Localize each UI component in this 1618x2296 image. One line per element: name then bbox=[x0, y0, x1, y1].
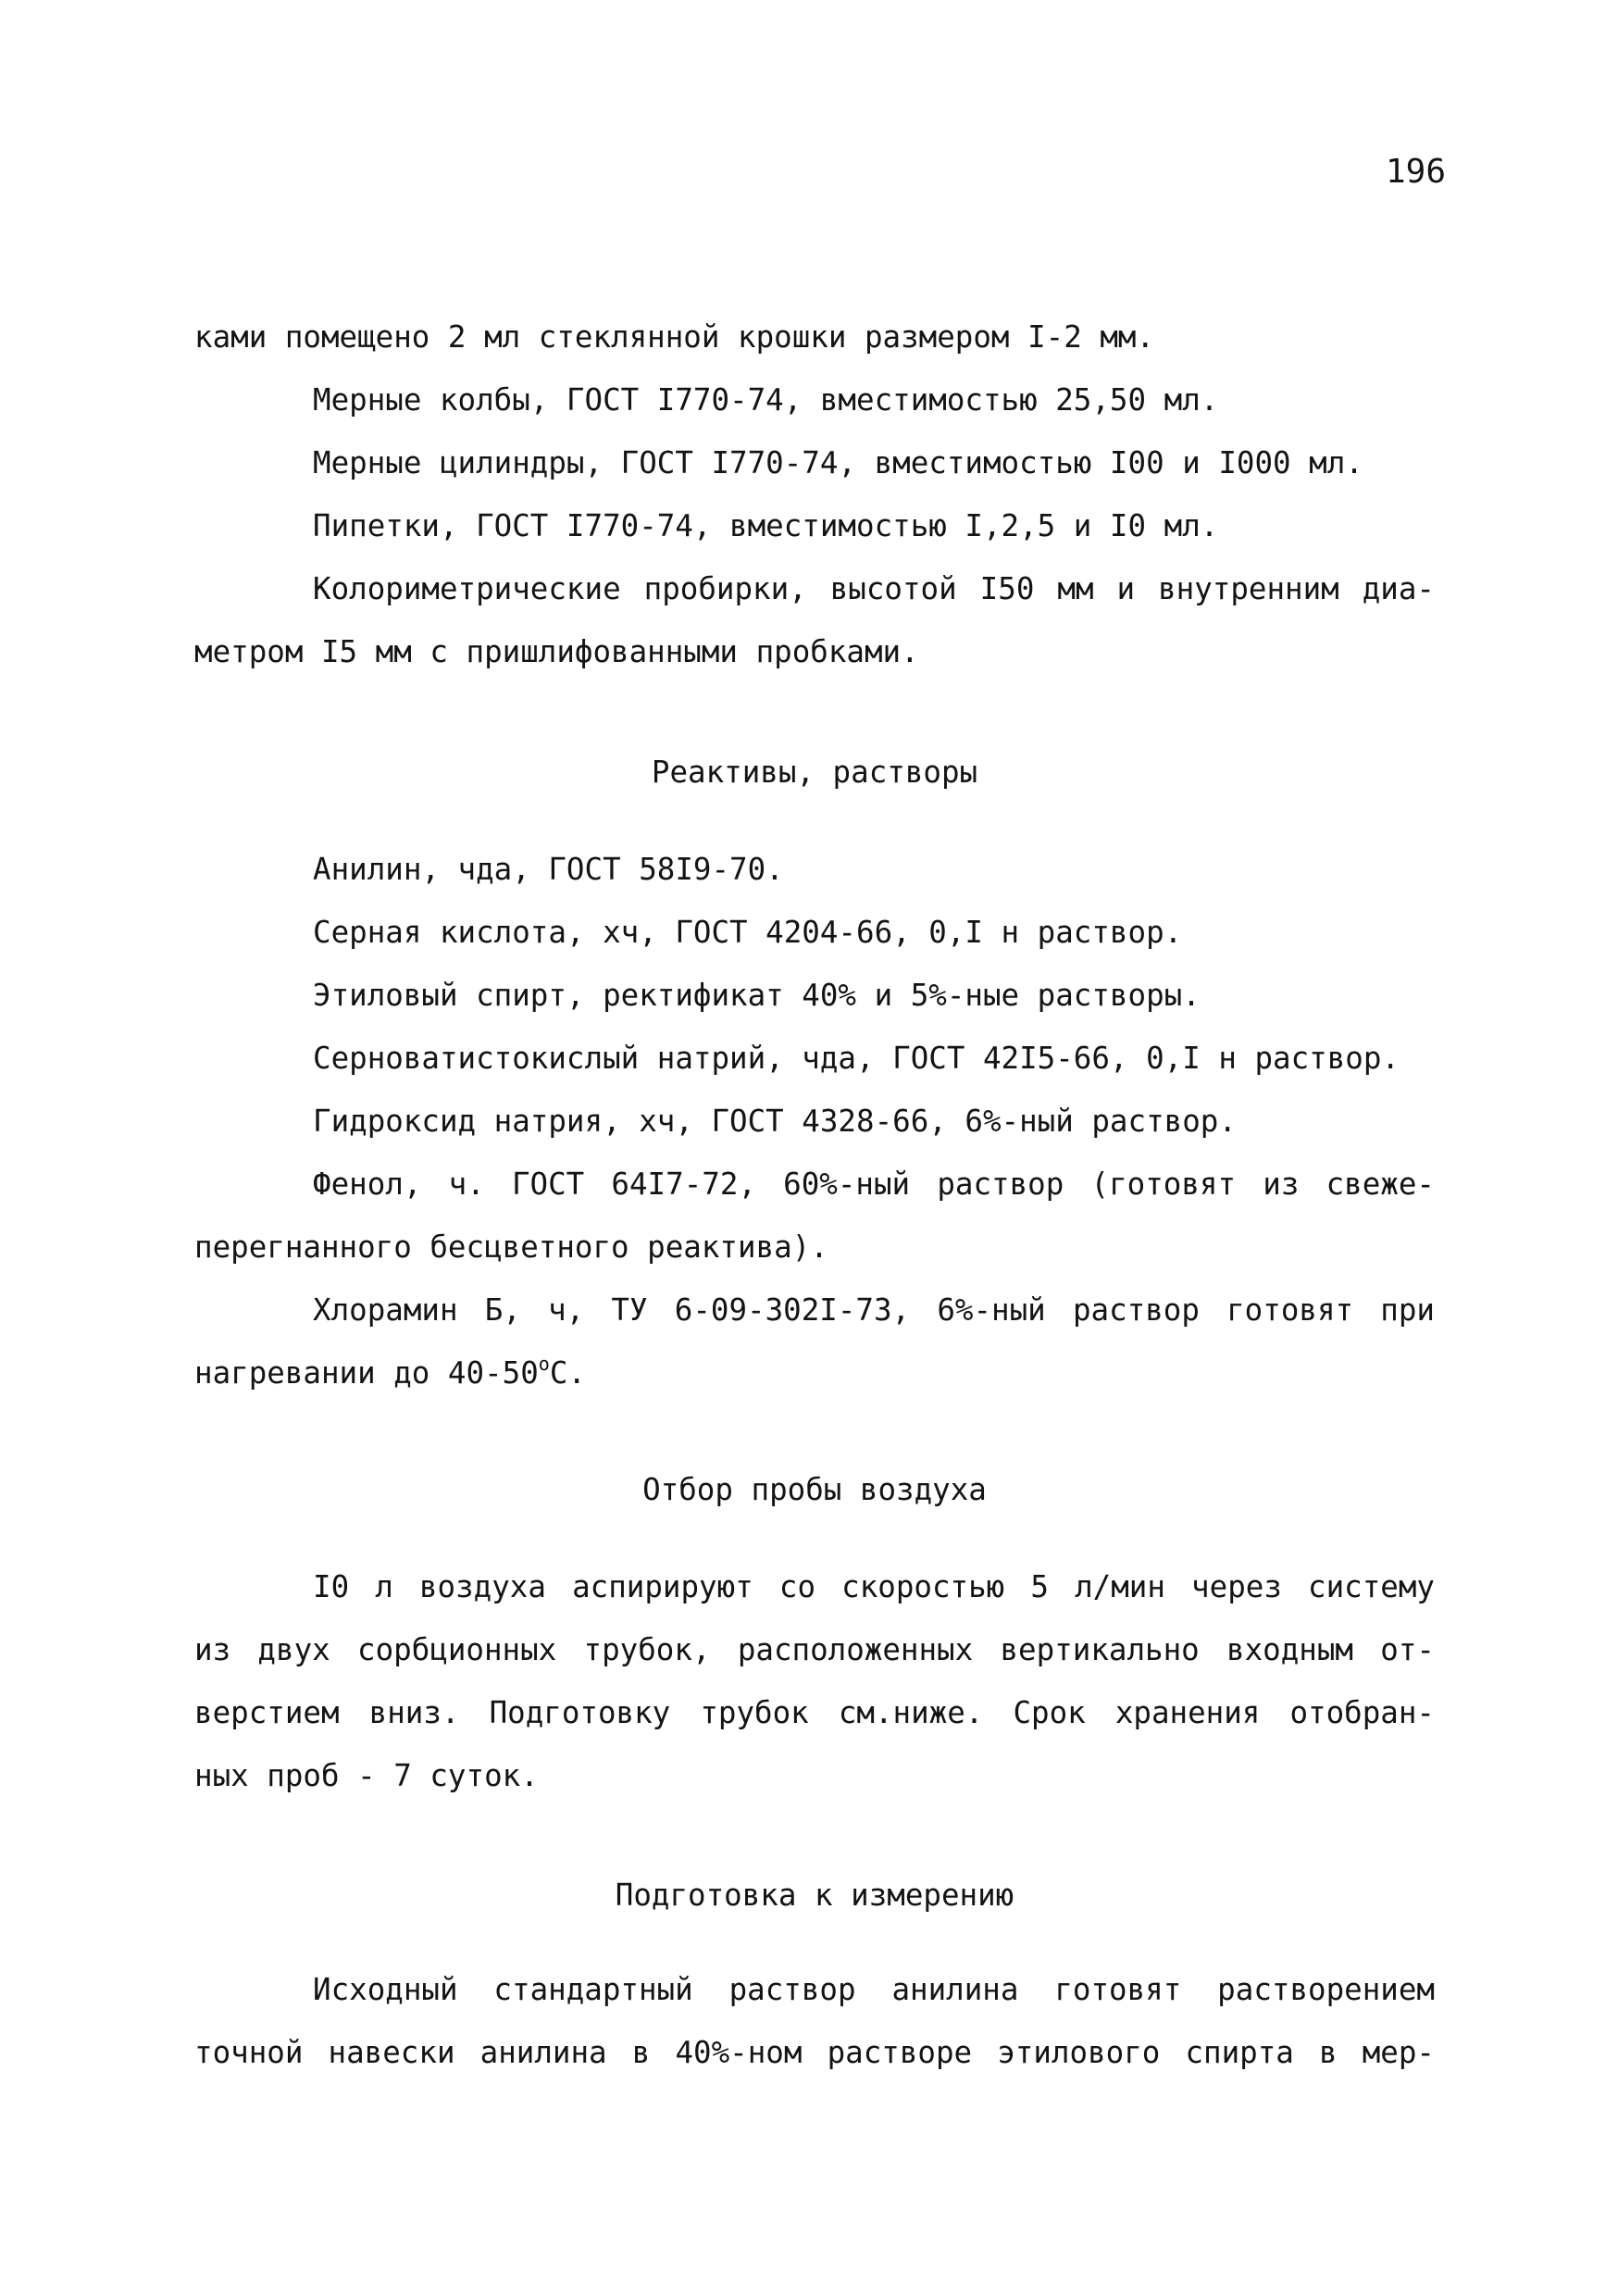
equipment-line-3: Мерные цилиндры, ГОСТ I770-74, вместимостью I00 и I000 мл. bbox=[313, 445, 1363, 480]
preparation-section bbox=[194, 1958, 1435, 2084]
reagent-line-6: Фенол, ч. ГОСТ 64I7-72, 60%-ный раствор (готовят из свеже- bbox=[313, 1167, 1435, 1202]
reagent-line-4: Серноватистокислый натрий, чда, ГОСТ 42I5-66, 0,I н раствор. bbox=[313, 1041, 1400, 1076]
preparation-line-1: Исходный стандартный раствор анилина готовят растворением bbox=[313, 1972, 1435, 2007]
equipment-line-4: Пипетки, ГОСТ I770-74, вместимостью I,2,5 и I0 мл. bbox=[313, 508, 1219, 543]
reagent-line-3: Этиловый спирт, ректификат 40% и 5%-ные растворы. bbox=[313, 978, 1201, 1013]
sampling-heading-block bbox=[194, 1458, 1435, 1521]
equipment-line-1: ками помещено 2 мл стеклянной крошки размером I-2 мм. bbox=[194, 319, 1155, 355]
sampling-line-2: из двух сорбционных трубок, расположенных вертикально входным от- bbox=[194, 1632, 1435, 1667]
reagents-heading-block bbox=[194, 741, 1435, 804]
reagent-line-8: Хлорамин Б, ч, ТУ 6-09-302I-73, 6%-ный раствор готовят при bbox=[313, 1292, 1435, 1328]
equipment-line-5: Колориметрические пробирки, высотой I50 мм и внутренним диа- bbox=[313, 571, 1435, 606]
reagent-line-2: Серная кислота, хч, ГОСТ 4204-66, 0,I н раствор. bbox=[313, 915, 1183, 950]
equipment-line-2: Мерные колбы, ГОСТ I770-74, вместимостью 25,50 мл. bbox=[313, 382, 1219, 418]
preparation-line-2: точной навески анилина в 40%-ном растворе этилового спирта в мер- bbox=[194, 2035, 1435, 2070]
reagent-line-1: Анилин, чда, ГОСТ 58I9-70. bbox=[313, 852, 784, 887]
sampling-line-1: I0 л воздуха аспирируют со скоростью 5 л/мин через систему bbox=[313, 1569, 1435, 1604]
equipment-line-6: метром I5 мм с пришлифованными пробками. bbox=[194, 634, 919, 669]
page-number: 196 bbox=[1385, 153, 1446, 191]
reagent-line-5: Гидроксид натрия, хч, ГОСТ 4328-66, 6%-ный раствор. bbox=[313, 1104, 1237, 1139]
sampling-heading: Отбор пробы воздуха bbox=[642, 1472, 987, 1507]
preparation-heading-block bbox=[194, 1864, 1435, 1927]
equipment-section bbox=[194, 306, 1435, 683]
reagent-line-9 bbox=[194, 1341, 1435, 1404]
degree-superscript: o bbox=[538, 1353, 550, 1375]
sampling-section bbox=[194, 1555, 1435, 1807]
reagent-line-9-text: нагревании до 40-50 bbox=[194, 1355, 539, 1391]
reagents-heading: Реактивы, растворы bbox=[651, 755, 978, 790]
sampling-line-3: верстием вниз. Подготовку трубок см.ниже. Срок хранения отобран- bbox=[194, 1695, 1435, 1730]
reagent-line-9-unit: С. bbox=[549, 1355, 586, 1391]
preparation-heading: Подготовка к измерению bbox=[615, 1878, 1014, 1913]
reagents-section bbox=[194, 838, 1435, 1404]
sampling-line-4: ных проб - 7 суток. bbox=[194, 1758, 539, 1793]
reagent-line-7: перегнанного бесцветного реактива). bbox=[194, 1229, 828, 1265]
